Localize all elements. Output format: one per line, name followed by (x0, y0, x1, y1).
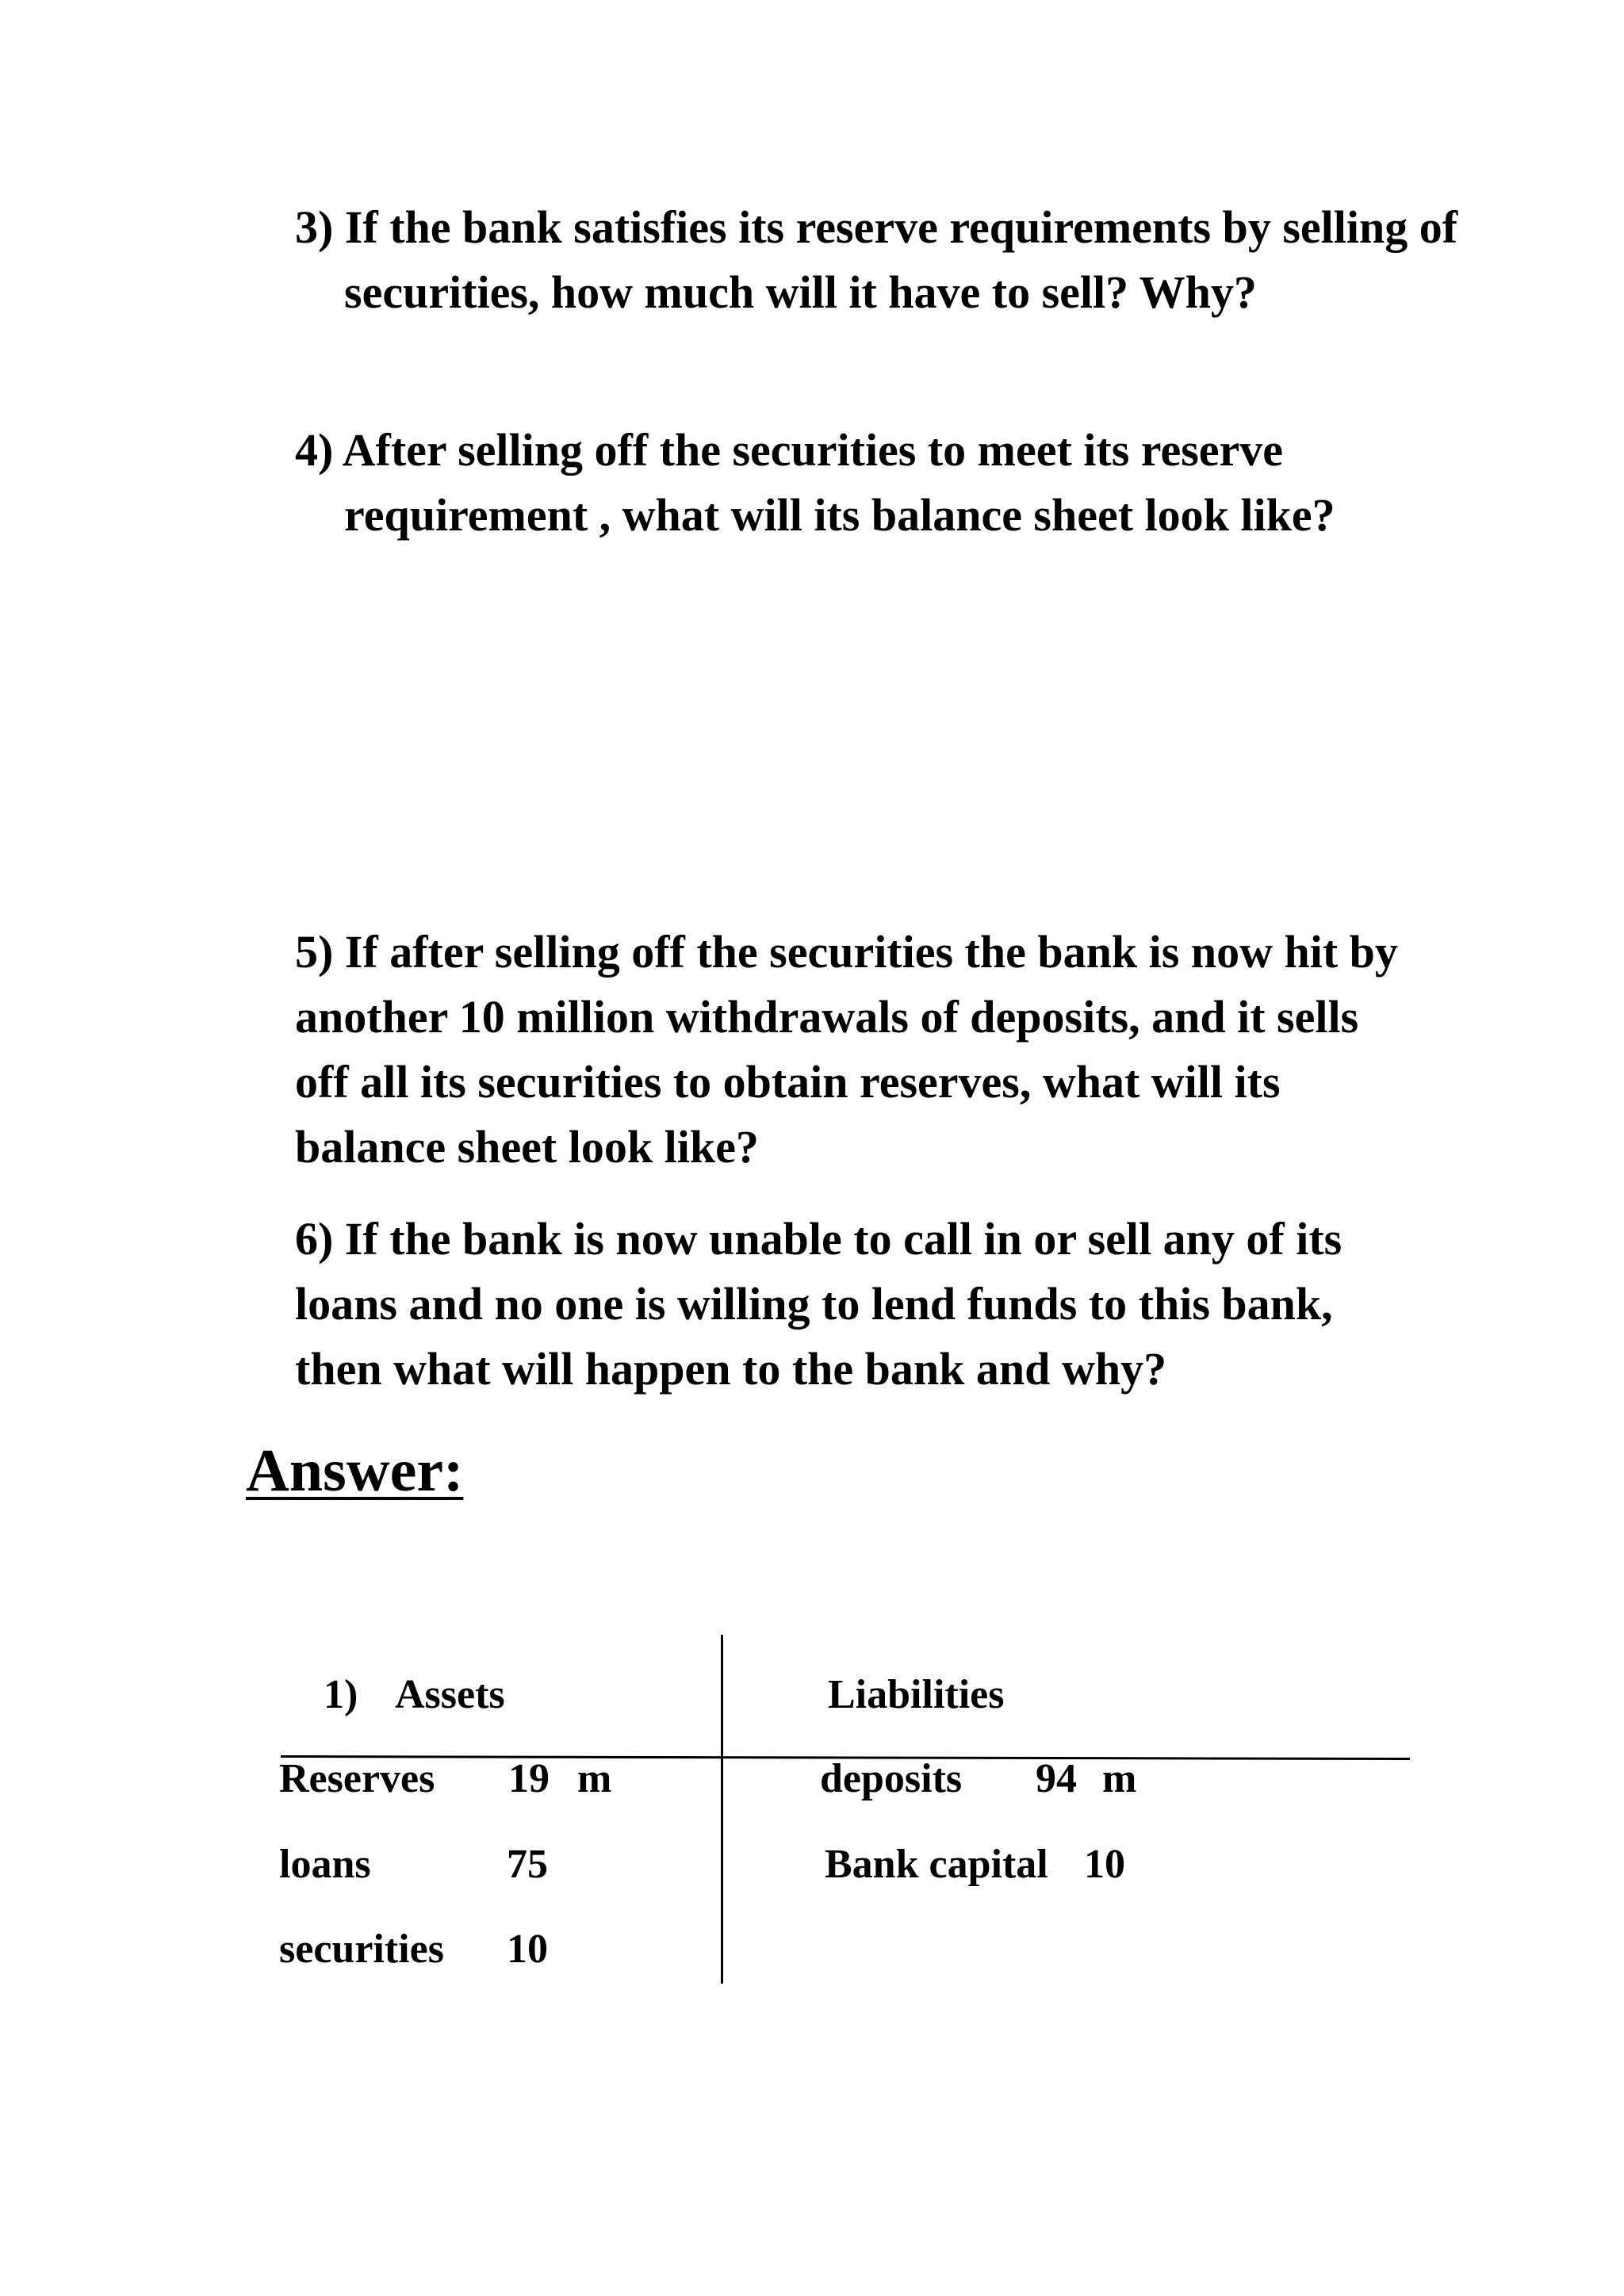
question-text: If after selling off the securities the bank is now hit by another 10 million withdrawals of deposits, and it sells off all its securities to obtain reserves, what will its balance sheet look like? (295, 926, 1398, 1173)
asset-value-loans: 75 (507, 1842, 548, 1887)
question-number: 3) (295, 201, 334, 253)
answer-heading: Answer: (246, 1437, 464, 1504)
liability-value-bank-capital: 10 (1084, 1842, 1125, 1887)
liability-label-bank-capital: Bank capital (825, 1842, 1048, 1887)
asset-label-loans: loans (279, 1842, 371, 1887)
asset-label-reserves: Reserves (279, 1756, 435, 1801)
assets-header: Assets (395, 1672, 505, 1717)
liability-label-deposits: deposits (820, 1756, 963, 1801)
question-3 (295, 195, 1470, 325)
question-text: If the bank is now unable to call in or sell any of its loans and no one is willing to lend funds to this bank, then what will happen to the bank and why? (295, 1213, 1342, 1395)
liability-unit-deposits: m (1102, 1756, 1137, 1801)
liabilities-header: Liabilities (828, 1672, 1005, 1717)
asset-unit-reserves: m (577, 1756, 612, 1801)
question-text: If the bank satisfies its reserve requirements by selling of securities, how much will it have to sell? Why? (344, 201, 1458, 318)
question-text: After selling off the securities to meet its reserve requirement , what will its balance sheet look like? (342, 424, 1335, 541)
question-number: 4) (295, 424, 334, 476)
vertical-divider (721, 1635, 723, 1984)
question-number: 5) (295, 926, 334, 978)
question-4 (295, 418, 1470, 548)
question-5 (295, 920, 1421, 1180)
asset-label-securities: securities (279, 1927, 444, 1972)
question-6 (295, 1207, 1421, 1402)
liability-value-deposits: 94 (1036, 1756, 1077, 1801)
question-number: 6) (295, 1213, 334, 1265)
asset-value-securities: 10 (507, 1927, 548, 1972)
answer-item-number: 1) (324, 1672, 358, 1717)
asset-value-reserves: 19 (508, 1756, 550, 1801)
